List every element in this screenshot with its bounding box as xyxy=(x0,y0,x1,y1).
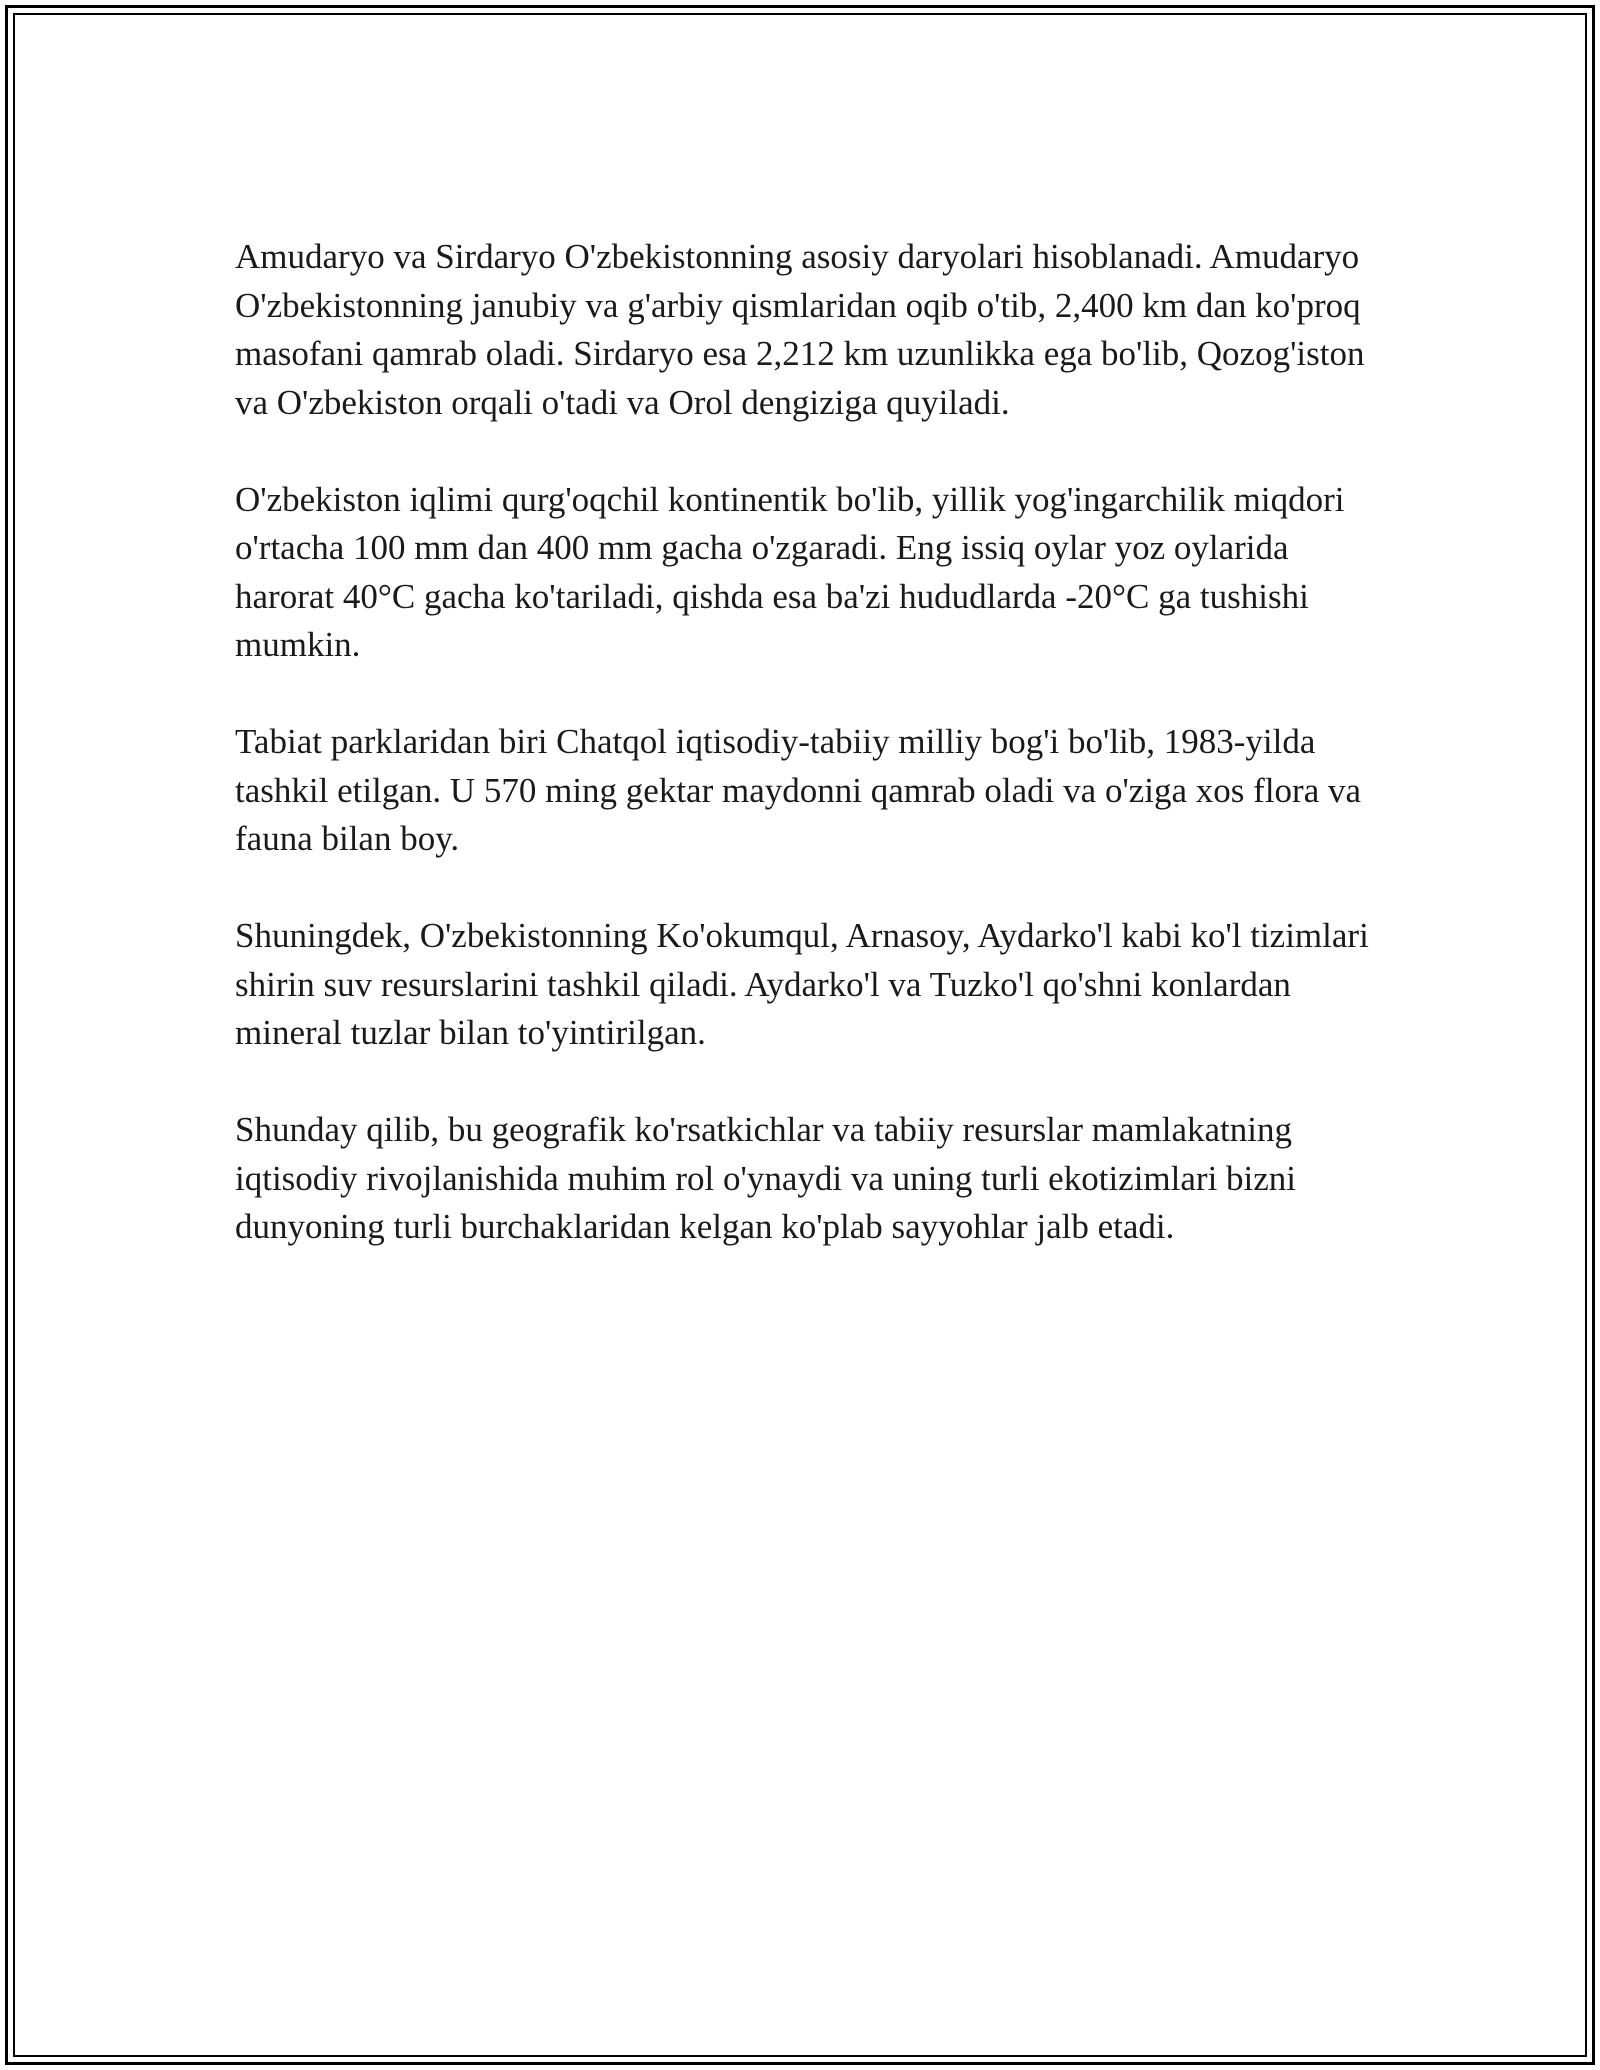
paragraph-conclusion: Shunday qilib, bu geografik ko'rsatkichlar va tabiiy resurslar mamlakatning iqtisodiy rivojlanishida muhim rol o'ynaydi va uning turli ekotizimlari bizni dunyoning turli burchaklaridan kelgan ko'plab sayyohlar jalb etadi. xyxy=(235,1110,1297,1246)
document-body xyxy=(235,233,1385,1300)
paragraph-national-park: Tabiat parklaridan biri Chatqol iqtisodiy-tabiiy milliy bog'i bo'lib, 1983-yilda tashkil etilgan. U 570 ming gektar maydonni qamrab oladi va o'ziga xos flora va fauna bilan boy. xyxy=(235,722,1362,858)
paragraph-rivers: Amudaryo va Sirdaryo O'zbekistonning asosiy daryolari hisoblanadi. Amudaryo O'zbekistonning janubiy va g'arbiy qismlaridan oqib o'tib, 2,400 km dan ko'proq masofani qamrab oladi. Sirdaryo esa 2,212 km uzunlikka ega bo'lib, Qozog'iston va O'zbekiston orqali o'tadi va Orol dengiziga quyiladi. xyxy=(235,237,1365,422)
paragraph-lakes: Shuningdek, O'zbekistonning Ko'okumqul, Arnasoy, Aydarko'l kabi ko'l tizimlari shirin suv resurslarini tashkil qiladi. Aydarko'l va Tuzko'l qo'shni konlardan mineral tuzlar bilan to'yintirilgan. xyxy=(235,916,1369,1052)
paragraph-climate: O'zbekiston iqlimi qurg'oqchil kontinentik bo'lib, yillik yog'ingarchilik miqdori o'rtacha 100 mm dan 400 mm gacha o'zgaradi. Eng issiq oylar yoz oylarida harorat 40°C gacha ko'tariladi, qishda esa ba'zi hududlarda -20°C ga tushishi mumkin. xyxy=(235,479,1345,664)
